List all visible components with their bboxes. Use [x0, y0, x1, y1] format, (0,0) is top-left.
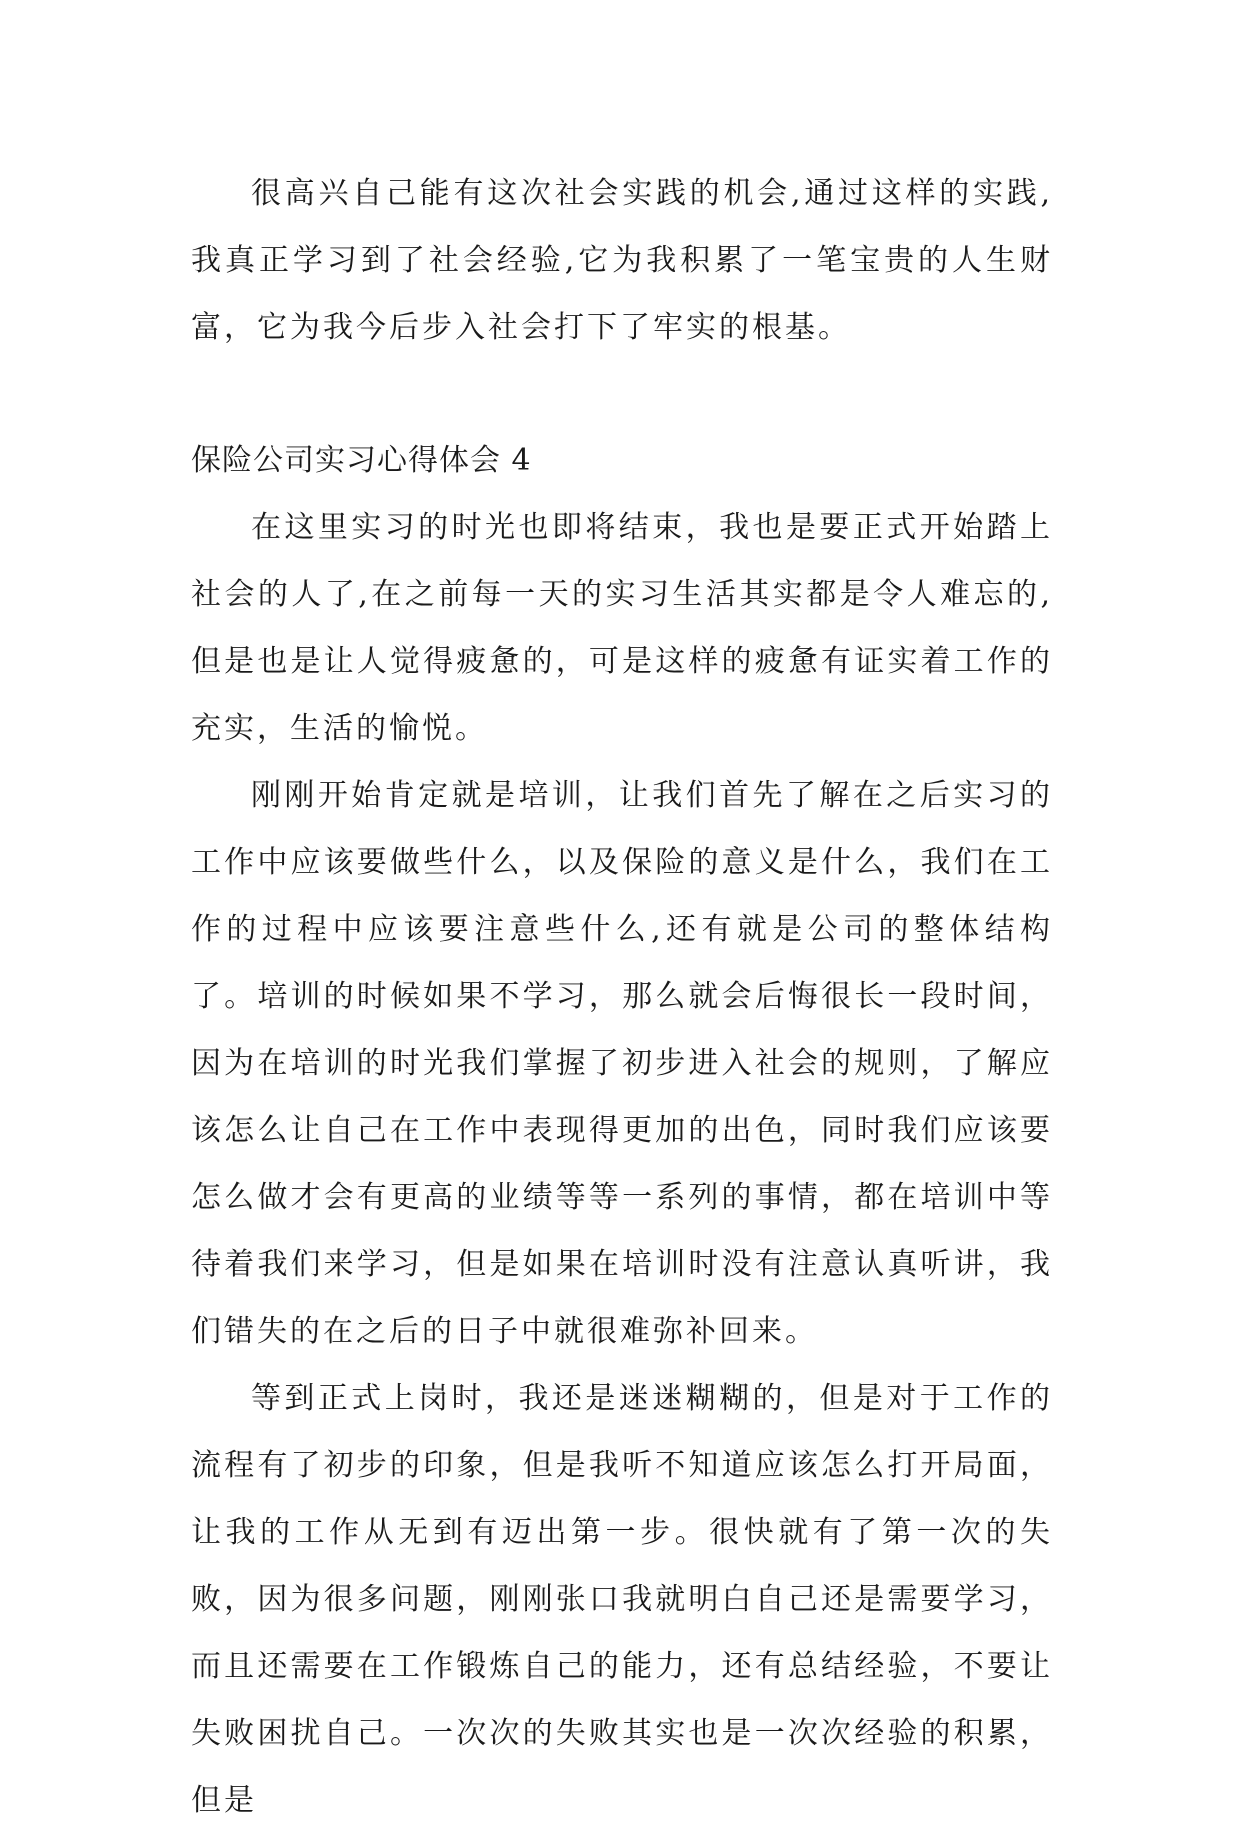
paragraph-2: 刚刚开始肯定就是培训，让我们首先了解在之后实习的工作中应该要做些什么，以及保险的意义是什么，我们在工作的过程中应该要注意些什么,还有就是公司的整体结构了。培训的时候如果不学习，那么就会后悔很长一段时间，因为在培训的时光我们掌握了初步进入社会的规则，了解应该怎么让自己在工作中表现得更加的出色，同时我们应该要怎么做才会有更高的业绩等等一系列的事情，都在培训中等待着我们来学习，但是如果在培训时没有注意认真听讲，我们错失的在之后的日子中就很难弥补回来。 — [191, 778, 1053, 1349]
paragraph-3: 等到正式上岗时，我还是迷迷糊糊的，但是对于工作的流程有了初步的印象，但是我听不知道应该怎么打开局面，让我的工作从无到有迈出第一步。很快就有了第一次的失败，因为很多问题，刚刚张口我就明白自己还是需要学习，而且还需要在工作锻炼自己的能力，还有总结经验，不要让失败困扰自己。一次次的失败其实也是一次次经验的积累，但是 — [191, 1381, 1053, 1818]
paragraph-1: 在这里实习的时光也即将结束，我也是要正式开始踏上社会的人了,在之前每一天的实习生活其实都是令人难忘的,但是也是让人觉得疲惫的，可是这样的疲惫有证实着工作的充实，生活的愉悦。 — [191, 510, 1053, 746]
section-heading: 保险公司实习心得体会 4 — [191, 443, 532, 478]
paragraph-intro: 很高兴自己能有这次社会实践的机会,通过这样的实践,我真正学习到了社会经验,它为我积累了一笔宝贵的人生财富，它为我今后步入社会打下了牢实的根基。 — [191, 176, 1053, 345]
document-body — [191, 160, 1053, 1834]
